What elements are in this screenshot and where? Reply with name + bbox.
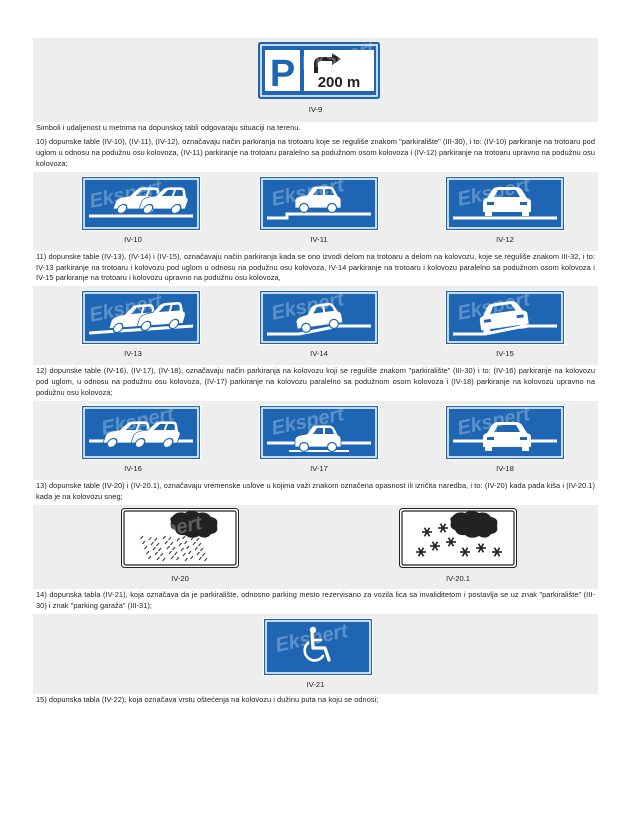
label-iv-21: IV-21	[306, 679, 325, 689]
label-iv-10: IV-10	[124, 234, 142, 244]
sign-block-iv21	[33, 614, 598, 694]
label-iv-20-1: IV-20.1	[445, 573, 471, 583]
sign-iv-20-1	[399, 508, 517, 568]
paragraph-symbols-distance: Simboli i udaljenost u metrima na dopunskoj tabli odgovaraju situaciji na terenu.	[33, 122, 598, 136]
paragraph-item-11: 11) dopunske table (IV-13), (IV-14) i (IV-15), označavaju način parkiranja kada se ono izvodi delom na trotoaru a delom na kolovozu, koje se reguliše znakom III-32, i to: IV-13 parkiranje na trotoaru i kolovozu pod uglom u odnosu na podužnu osu kolovoza, IV-14 parkiranje na trotoaru i kolovozu paralelno sa podužnom osom kolovoza i IV-15 parkiranje na trotoaru i kolovozu upravno na podužnu osu kolovoza,	[33, 251, 598, 287]
paragraph-item-10: 10) dopunske table (IV-10), (IV-11), (IV-12), označavaju način parkiranja na trotoaru koje se reguliše znakom "parkiralište" (III-30), i to: (IV-10) parkiranje na trotoaru pod uglom u odnosu na podužnu osu kolovoza, (IV-11) parkiranje na trotoaru paralelno sa podužnom osom kolovoza i (IV-12) parkiranje na trotoaru upravno na podužnu osu kolovoza;	[33, 136, 598, 172]
sign-block-iv9	[33, 38, 598, 122]
sign-row-2	[33, 286, 598, 365]
sign-row-1	[33, 172, 598, 251]
label-iv-17: IV-17	[310, 464, 328, 474]
sign-iv-20	[121, 508, 239, 568]
sign-iv-14	[259, 290, 379, 345]
sign-iv-11	[259, 176, 379, 231]
label-iv-11: IV-11	[310, 234, 328, 244]
sign-iv-9	[258, 42, 380, 99]
sign-iv-16	[81, 405, 201, 460]
iv9-distance-text: 200 m	[317, 74, 361, 91]
label-iv-12: IV-12	[496, 234, 514, 244]
sign-row-3	[33, 401, 598, 480]
sign-iv-21	[263, 618, 373, 676]
label-iv-15: IV-15	[496, 349, 514, 359]
label-iv-14: IV-14	[310, 349, 328, 359]
sign-row-4	[33, 505, 598, 589]
paragraph-item-12: 12) dopunske table (IV-16), (IV-17), (IV-18), označavaju način parkiranja na kolovozu koji se reguliše znakom "parkiralište" (III-30) i to: (IV-16) parkiranje na kolovozu pod uglom, u odnosu na podužnu osu kolovoza, (IV-17) parkiranje na kolovozu paralelno sa podužnom osom kolovoza i (IV-18) parkiranje na kolovozu upravno na podužnu osu kolovoza;	[33, 365, 598, 401]
label-iv-16: IV-16	[124, 464, 142, 474]
sign-iv-10	[81, 176, 201, 231]
label-iv-20: IV-20	[171, 573, 189, 583]
sign-iv-17	[259, 405, 379, 460]
svg-text:P: P	[269, 53, 296, 95]
label-iv-18: IV-18	[496, 464, 514, 474]
label-iv-13: IV-13	[124, 349, 142, 359]
sign-iv-13	[81, 290, 201, 345]
label-iv-9: IV-9	[308, 105, 323, 114]
sign-iv-18	[445, 405, 565, 460]
paragraph-item-13: 13) dopunske table (IV-20) i (IV-20.1), označavaju vremenske uslove u kojima važi znakom označena opasnost ili izričita naredba, i to: (IV-20) kada pada kiša i (IV-20.1) kada je na kolovozu sneg;	[33, 480, 598, 505]
paragraph-item-14: 14) dopunska tabla (IV-21), koja označava da je parkiralište, odnosno parking mesto rezervisano za vozila lica sa invaliditetom i postavlja se uz znak "parkiralište" (III-30) i znak "parking garaža" (III-31);	[33, 589, 598, 614]
sign-iv-15	[445, 290, 565, 345]
sign-iv-12	[445, 176, 565, 231]
paragraph-item-15: 15) dopunska tabla (IV-22), koja označava vrstu oštećenja na kolovozu i dužinu puta na koju se odnosi;	[33, 694, 598, 708]
document-page	[33, 38, 598, 708]
